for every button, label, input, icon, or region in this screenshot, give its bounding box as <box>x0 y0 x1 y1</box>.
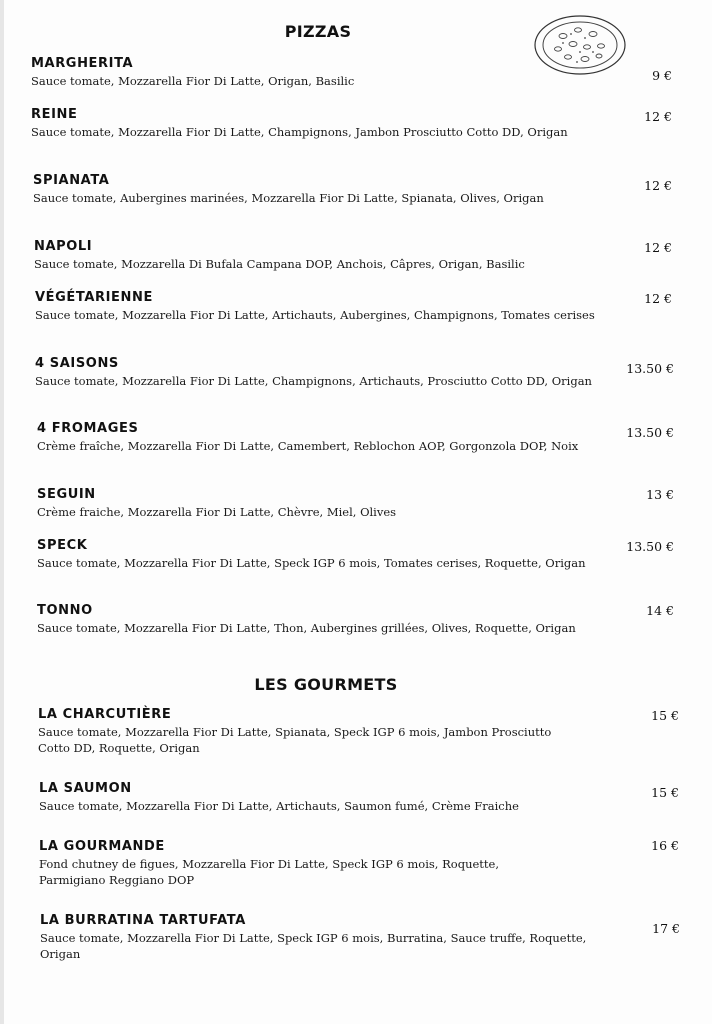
menu-item-napoli <box>34 239 619 272</box>
item-name: LA GOURMANDE <box>39 839 165 854</box>
menu-item-la-saumon <box>39 781 624 814</box>
item-name: SPIANATA <box>33 173 110 188</box>
item-description: Crème fraîche, Mozzarella Fior Di Latte, Camembert, Reblochon AOP, Gorgonzola DOP, Noix <box>37 439 579 453</box>
item-price: 13.50 € <box>626 539 674 554</box>
item-name: SEGUIN <box>37 487 96 502</box>
item-price: 17 € <box>652 921 680 936</box>
item-description: Sauce tomate, Mozzarella Fior Di Latte, Champignons, Artichauts, Prosciutto Cotto DD, Origan <box>35 374 592 388</box>
item-name: LA CHARCUTIÈRE <box>38 707 172 722</box>
item-price: 9 € <box>652 68 672 83</box>
item-description: Sauce tomate, Mozzarella Fior Di Latte, Spianata, Speck IGP 6 mois, Jambon Prosciutto Cotto DD, Roquette, Origan <box>38 725 552 755</box>
section-title-gourmets: LES GOURMETS <box>254 675 398 694</box>
item-name: MARGHERITA <box>31 56 134 71</box>
item-description: Sauce tomate, Mozzarella Fior Di Latte, Champignons, Jambon Prosciutto Cotto DD, Origan <box>31 125 568 139</box>
item-name: REINE <box>31 107 78 122</box>
menu-item-la-gourmande <box>39 839 559 888</box>
item-name: VÉGÉTARIENNE <box>35 290 153 305</box>
item-price: 13 € <box>646 487 674 502</box>
item-price: 16 € <box>651 838 679 853</box>
menu-item-seguin <box>37 487 622 520</box>
menu-item-reine <box>31 107 616 140</box>
item-price: 13.50 € <box>626 425 674 440</box>
menu-item-spianata <box>33 173 618 206</box>
item-description: Crème fraiche, Mozzarella Fior Di Latte, Chèvre, Miel, Olives <box>37 505 397 519</box>
item-price: 13.50 € <box>626 361 674 376</box>
item-description: Sauce tomate, Mozzarella Di Bufala Campana DOP, Anchois, Câpres, Origan, Basilic <box>34 257 525 271</box>
item-description: Fond chutney de figues, Mozzarella Fior Di Latte, Speck IGP 6 mois, Roquette, Parmigiano Reggiano DOP <box>39 857 499 887</box>
item-price: 15 € <box>651 708 679 723</box>
item-name: 4 SAISONS <box>35 356 119 371</box>
menu-item-la-charcutiere <box>38 707 578 756</box>
item-name: LA BURRATINA TARTUFATA <box>40 913 246 928</box>
item-price: 15 € <box>651 785 679 800</box>
item-name: LA SAUMON <box>39 781 132 796</box>
menu-item-vegetarienne <box>35 290 620 323</box>
item-name: TONNO <box>37 603 93 618</box>
item-description: Sauce tomate, Mozzarella Fior Di Latte, Artichauts, Aubergines, Champignons, Tomates cerises <box>35 308 595 322</box>
menu-item-tonno <box>37 603 622 636</box>
item-price: 12 € <box>644 240 672 255</box>
section-title-pizzas: PIZZAS <box>284 22 352 41</box>
item-price: 12 € <box>644 109 672 124</box>
menu-item-la-burratina-tartufata <box>40 913 600 962</box>
menu-item-4-saisons <box>35 356 620 389</box>
item-description: Sauce tomate, Mozzarella Fior Di Latte, Speck IGP 6 mois, Tomates cerises, Roquette, Origan <box>37 556 586 570</box>
item-description: Sauce tomate, Mozzarella Fior Di Latte, Artichauts, Saumon fumé, Crème Fraiche <box>39 799 519 813</box>
item-description: Sauce tomate, Aubergines marinées, Mozzarella Fior Di Latte, Spianata, Olives, Origan <box>33 191 544 205</box>
menu-item-speck <box>37 538 622 571</box>
menu-item-margherita <box>31 56 616 89</box>
item-name: 4 FROMAGES <box>37 421 139 436</box>
item-description: Sauce tomate, Mozzarella Fior Di Latte, Origan, Basilic <box>31 74 355 88</box>
item-name: SPECK <box>37 538 88 553</box>
item-price: 12 € <box>644 178 672 193</box>
item-name: NAPOLI <box>34 239 93 254</box>
menu-item-4-fromages <box>37 421 622 454</box>
item-description: Sauce tomate, Mozzarella Fior Di Latte, Thon, Aubergines grillées, Olives, Roquette, Origan <box>37 621 576 635</box>
item-price: 12 € <box>644 291 672 306</box>
item-description: Sauce tomate, Mozzarella Fior Di Latte, Speck IGP 6 mois, Burratina, Sauce truffe, Roquette, Origan <box>40 931 587 961</box>
item-price: 14 € <box>646 603 674 618</box>
